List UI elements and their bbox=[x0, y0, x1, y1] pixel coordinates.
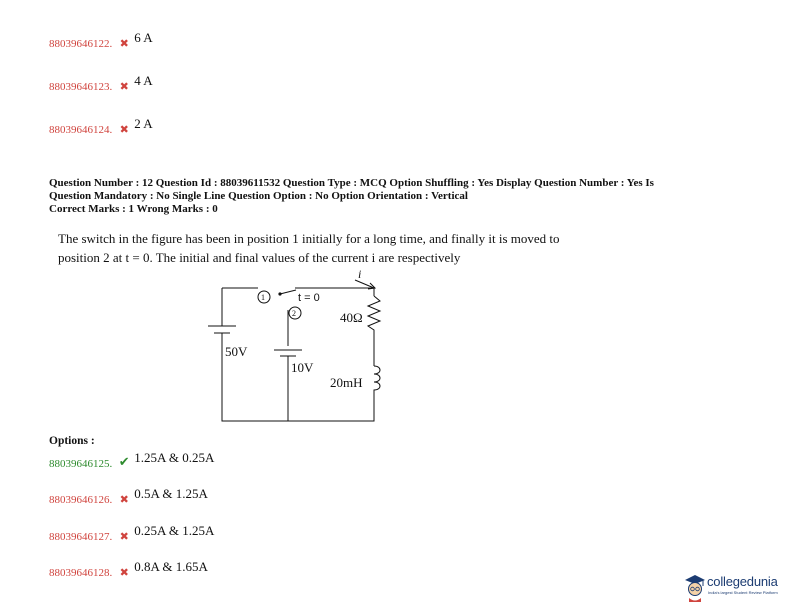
cross-icon: ✖ bbox=[119, 124, 129, 136]
marks-line: Correct Marks : 1 Wrong Marks : 0 bbox=[49, 203, 218, 215]
option-id: 88039646123. bbox=[49, 81, 113, 93]
option-id: 88039646128. bbox=[49, 567, 113, 579]
circuit-label-source2: 10V bbox=[291, 360, 314, 375]
question-line: The switch in the figure has been in position 1 initially for a long time, and finally it is moved to bbox=[58, 231, 560, 246]
option-id: 88039646126. bbox=[49, 494, 113, 506]
circuit-label-source1: 50V bbox=[225, 344, 248, 359]
option-text: 6 A bbox=[134, 30, 153, 45]
circuit-diagram bbox=[200, 266, 390, 426]
prev-option-row bbox=[49, 116, 153, 136]
option-text: 2 A bbox=[134, 116, 153, 131]
options-label: Options : bbox=[49, 435, 95, 447]
option-row[interactable] bbox=[49, 559, 208, 579]
circuit-label-inductor: 20mH bbox=[330, 375, 363, 390]
circuit-label-resistor: 40Ω bbox=[340, 310, 363, 325]
meta-line: Question Mandatory : No Single Line Question Option : No Option Orientation : Vertical bbox=[49, 190, 468, 202]
option-id: 88039646127. bbox=[49, 531, 113, 543]
question-line: position 2 at t = 0. The initial and final values of the current i are respectively bbox=[58, 250, 461, 265]
brand-name: collegedunia bbox=[707, 574, 778, 589]
meta-line: Question Number : 12 Question Id : 88039611532 Question Type : MCQ Option Shuffling : Yes Display Question Number : Yes Is bbox=[49, 177, 654, 189]
question-meta bbox=[49, 177, 749, 216]
brand-tagline: India's largest Student Review Platform bbox=[708, 590, 778, 595]
circuit-label-pos2: 2 bbox=[292, 309, 296, 318]
option-row[interactable] bbox=[49, 450, 215, 470]
option-text: 1.25A & 0.25A bbox=[134, 450, 215, 465]
cross-icon: ✖ bbox=[119, 81, 129, 93]
option-row[interactable] bbox=[49, 523, 215, 543]
cross-icon: ✖ bbox=[119, 38, 129, 50]
cross-icon: ✖ bbox=[119, 531, 129, 543]
option-id: 88039646125. bbox=[49, 458, 113, 470]
option-text: 0.25A & 1.25A bbox=[134, 523, 215, 538]
option-row[interactable] bbox=[49, 486, 208, 506]
circuit-label-current: i bbox=[358, 267, 362, 281]
option-text: 4 A bbox=[134, 73, 153, 88]
circuit-label-pos1: 1 bbox=[261, 293, 265, 302]
option-id: 88039646122. bbox=[49, 38, 113, 50]
prev-option-row bbox=[49, 30, 153, 50]
prev-option-row bbox=[49, 73, 153, 93]
cross-icon: ✖ bbox=[119, 494, 129, 506]
option-text: 0.8A & 1.65A bbox=[134, 559, 208, 574]
option-id: 88039646124. bbox=[49, 124, 113, 136]
collegedunia-logo bbox=[683, 571, 788, 606]
option-text: 0.5A & 1.25A bbox=[134, 486, 208, 501]
circuit-label-switch-time: t = 0 bbox=[298, 292, 320, 304]
question-text bbox=[58, 229, 658, 267]
cross-icon: ✖ bbox=[119, 567, 129, 579]
graduate-mascot-icon bbox=[683, 571, 707, 603]
check-icon: ✔ bbox=[118, 454, 130, 469]
